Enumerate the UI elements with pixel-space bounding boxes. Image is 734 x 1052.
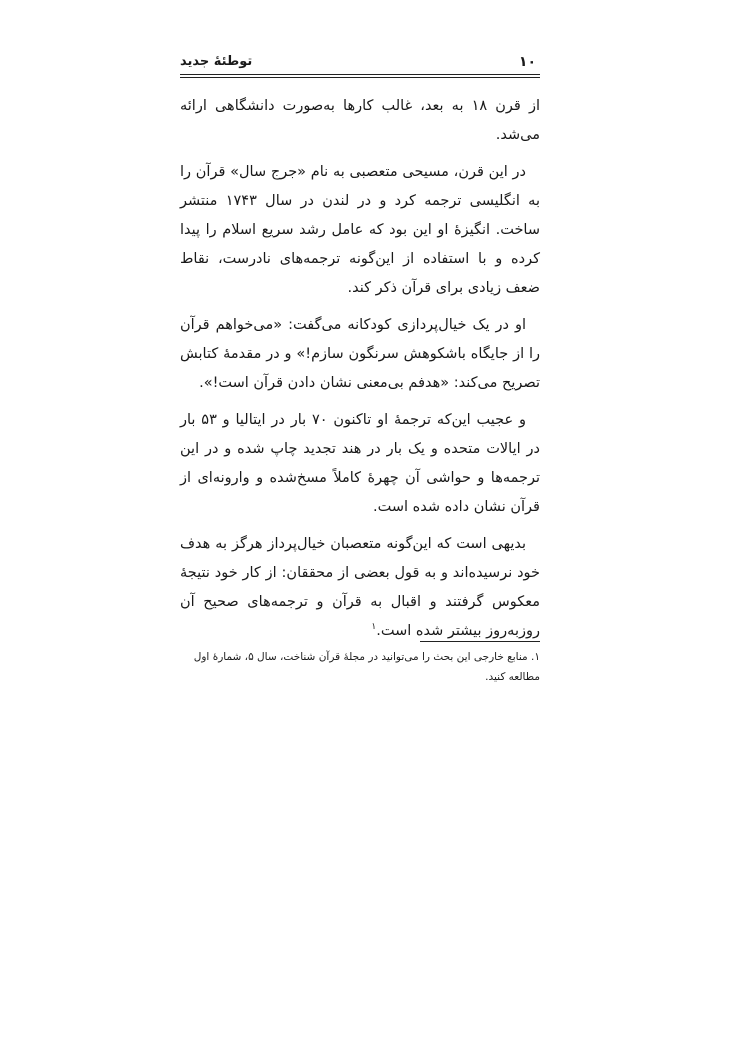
header-rule-thin [180,74,540,75]
running-title: توطئهٔ جدید [180,54,253,69]
footnote: ۱. منابع خارجی این بحث را می‌توانید در مجلهٔ قرآن شناخت، سال ۵، شمارهٔ اول مطالعه کنید. [193,651,540,683]
paragraph-5-text: بدیهی است که این‌گونه متعصبان خیال‌پرداز هرگز به هدف خود نرسیده‌اند و به قول بعضی از محققان: از کار خود نتیجهٔ معکوس گرفتند و اقبال به قرآن و ترجمه‌های صحیح آن روزبه‌روز بیشتر شده است. [180,536,540,639]
footnote-reference: ۱ [371,622,377,633]
paragraph-2: در این قرن، مسیحی متعصبی به نام «جرج سال» قرآن را به انگلیسی ترجمه کرد و در لندن در سال ۱۷۴۳ منتشر ساخت. انگیزهٔ او این بود که عامل رشد سریع اسلام را پیدا کرده و با استفاده از این‌گونه ترجمه‌های نادرست، نقاط ضعف زیادی برای قرآن ذکر کند. [180,164,540,296]
paragraph-4: و عجیب این‌که ترجمهٔ او تاکنون ۷۰ بار در ایتالیا و ۵۳ بار در ایالات متحده و یک بار در هند تجدید چاپ شده و در این ترجمه‌ها و حواشی آن چهرهٔ کاملاً مسخ‌شده و وارونه‌ای از قرآن نشان داده شده است. [180,412,540,515]
paragraph-3: او در یک خیال‌پردازی کودکانه می‌گفت: «می‌خواهم قرآن را از جایگاه باشکوهش سرنگون سازم!» و در مقدمهٔ کتابش تصریح می‌کند: «هدفم بی‌معنی نشان دادن قرآن است!». [180,317,540,391]
footnote-separator [420,641,540,642]
page-number: ۱۰ [518,54,536,70]
body-text [180,92,540,654]
header-rule-second [180,77,540,78]
paragraph-1: از قرن ۱۸ به بعد، غالب کارها به‌صورت دانشگاهی ارائه می‌شد. [180,98,540,143]
paragraph-5 [180,530,540,646]
page-header [180,52,540,74]
